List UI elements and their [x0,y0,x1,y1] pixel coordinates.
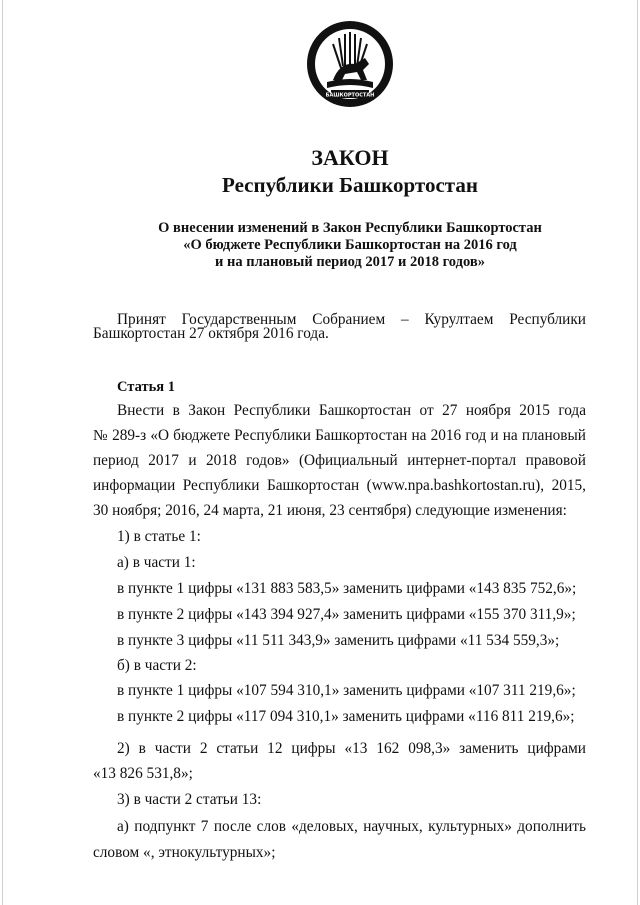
intro-line: информации Республики Башкортостан (www.npa.bashkortostan.ru), 2015, [93,477,586,494]
svg-text:БАШКОРТОСТАН: БАШКОРТОСТАН [325,92,375,99]
list-item: б) в части 2: [117,657,197,674]
list-item: в пункте 2 цифры «117 094 310,1» заменить цифрами «116 811 219,6»; [117,708,575,725]
list-item: 2) в части 2 статьи 12 цифры «13 162 098,3» заменить цифрами [117,740,586,757]
list-item: а) в части 1: [117,554,196,571]
list-item: 1) в статье 1: [117,528,201,545]
list-item: «13 826 531,8»; [93,765,193,782]
list-item: в пункте 3 цифры «11 511 343,9» заменить цифрами «11 534 559,3»; [117,632,560,649]
list-item: а) подпункт 7 после слов «деловых, научных, культурных» дополнить [117,818,586,835]
intro-line: 30 ноября; 2016, 24 марта, 21 июня, 23 сентября) следующие изменения: [93,502,567,519]
list-item: в пункте 1 цифры «131 883 583,5» заменить цифрами «143 835 752,6»; [117,580,577,597]
scan-edge-right [637,0,638,905]
list-item: в пункте 2 цифры «143 394 927,4» заменить цифрами «155 370 311,9»; [117,606,576,623]
law-subtitle-line: О внесении изменений в Закон Республики Башкортостан [158,220,542,236]
intro-line: период 2017 и 2018 годов» (Официальный интернет-портал правовой [93,452,586,469]
adoption-note: Принят Государственным Собранием – Курултаем Республики [117,311,586,328]
list-item: в пункте 1 цифры «107 594 310,1» заменить цифрами «107 311 219,6»; [117,682,576,699]
scan-edge-left [2,0,3,905]
list-item: словом «, этнокультурных»; [93,844,276,861]
law-title: ЗАКОН [311,145,389,170]
coat-of-arms-emblem [305,18,395,110]
list-item: 3) в части 2 статьи 13: [117,791,262,808]
intro-line: № 289-з «О бюджете Республики Башкортостан на 2016 год и на плановый [93,427,586,444]
law-title-republic: Республики Башкортостан [222,173,478,197]
intro-line: Внести в Закон Республики Башкортостан от 27 ноября 2015 года [117,402,586,419]
law-subtitle-line: и на плановый период 2017 и 2018 годов» [215,254,485,270]
article-heading: Статья 1 [117,379,175,395]
adoption-note: Башкортостан 27 октября 2016 года. [93,325,329,342]
law-subtitle-line: «О бюджете Республики Башкортостан на 2016 год [183,237,517,253]
